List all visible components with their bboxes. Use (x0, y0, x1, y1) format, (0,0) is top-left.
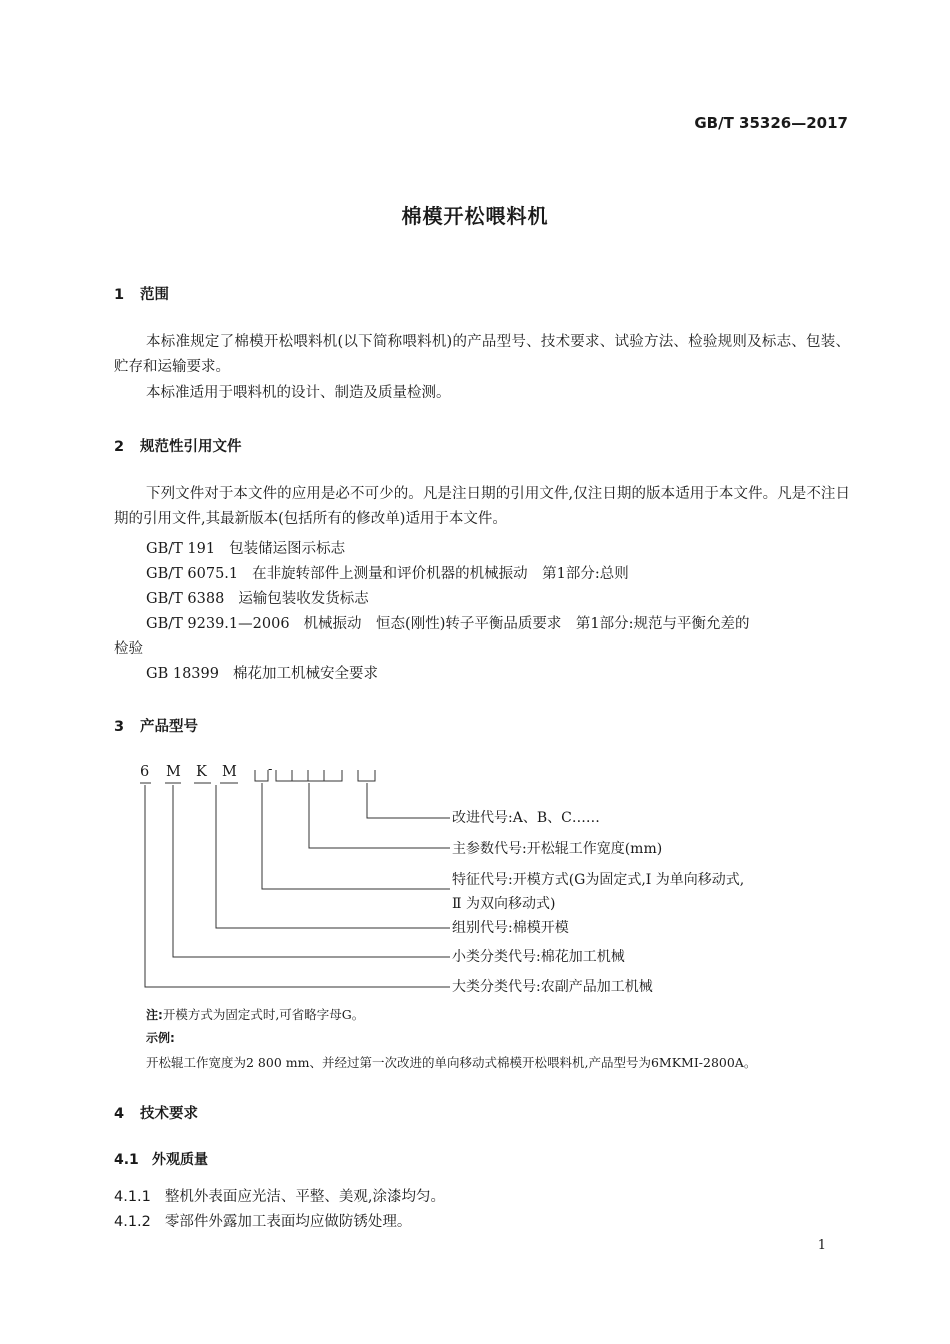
section-number: 1 (114, 287, 125, 303)
reference-name: 棉花加工机械安全要求 (232, 666, 378, 682)
section-number: 4 (114, 1106, 125, 1122)
clause-text: 整机外表面应光洁、平整、美观,涂漆均匀。 (164, 1189, 446, 1205)
reference-code: GB/T 9239.1—2006 (146, 616, 290, 632)
reference-code: GB 18399 (146, 666, 219, 682)
section-4-heading (114, 1102, 198, 1123)
section-4-1-heading (114, 1149, 208, 1169)
reference-name: 机械振动 恒态(刚性)转子平衡品质要求 第1部分:规范与平衡允差的 (303, 616, 750, 632)
section-1-paragraph-2: 本标准适用于喂料机的设计、制造及质量检测。 (146, 385, 451, 401)
clause-item (114, 1185, 445, 1206)
leader-line-group (216, 785, 450, 928)
model-char-m: M (166, 764, 181, 780)
example-label: 示例: (146, 1031, 175, 1045)
placeholder-box (324, 770, 342, 781)
section-title: 技术要求 (140, 1106, 198, 1122)
placeholder-box (308, 770, 324, 781)
model-char-k: K (196, 764, 207, 780)
section-1-paragraph-1: 本标准规定了棉模开松喂料机(以下简称喂料机)的产品型号、技术要求、试验方法、检验规则及标志、包装、贮存和运输要求。 (114, 334, 850, 375)
example-text: 开松辊工作宽度为2 800 mm、并经过第一次改进的单向移动式棉模开松喂料机,产品型号为6MKMⅠ-2800A。 (146, 1055, 757, 1070)
model-char-6: 6 (140, 764, 150, 780)
label-main-parameter-code: 主参数代号:开松辊工作宽度(mm) (452, 841, 663, 857)
section-title: 规范性引用文件 (140, 439, 242, 455)
placeholder-box (358, 770, 375, 781)
reference-code: GB/T 191 (146, 541, 216, 557)
reference-name: 在非旋转部件上测量和评价机器的机械振动 第1部分:总则 (252, 566, 629, 582)
leader-line-subclass (173, 785, 450, 957)
clause-number: 4.1.2 (114, 1214, 151, 1230)
page-number: 1 (817, 1238, 826, 1253)
section-title: 范围 (140, 287, 169, 303)
leader-line-main-param (309, 783, 450, 848)
placeholder-box (276, 770, 292, 781)
label-class-code: 大类分类代号:农副产品加工机械 (452, 979, 653, 995)
section-number: 3 (114, 719, 125, 735)
reference-continuation: 检验 (114, 641, 143, 657)
note (146, 1005, 364, 1023)
label-improvement-code: 改进代号:A、B、C…… (452, 810, 600, 826)
subsection-number: 4.1 (114, 1152, 139, 1168)
section-title: 产品型号 (140, 719, 198, 735)
section-number: 2 (114, 439, 125, 455)
subsection-title: 外观质量 (152, 1152, 208, 1168)
label-group-code: 组别代号:棉模开模 (452, 920, 569, 936)
placeholder-box (292, 770, 308, 781)
reference-code: GB/T 6075.1 (146, 566, 239, 582)
note-label: 注: (146, 1008, 163, 1022)
label-feature-code: 特征代号:开模方式(G为固定式,Ⅰ 为单向移动式, (452, 872, 745, 888)
clause-item (114, 1210, 411, 1231)
reference-name: 包装储运图示标志 (229, 541, 346, 557)
section-2-intro: 下列文件对于本文件的应用是必不可少的。凡是注日期的引用文件,仅注日期的版本适用于本文件。凡是不注日期的引用文件,其最新版本(包括所有的修改单)适用于本文件。 (114, 486, 850, 527)
model-char-m2: M (222, 764, 237, 780)
clause-text: 零部件外露加工表面均应做防锈处理。 (164, 1214, 412, 1230)
clause-number: 4.1.1 (114, 1189, 151, 1205)
document-title: 棉模开松喂料机 (401, 204, 549, 228)
standard-number: GB/T 35326—2017 (694, 114, 848, 132)
reference-name: 运输包装收发货标志 (238, 591, 369, 607)
leader-line-feature (262, 783, 450, 889)
reference-code: GB/T 6388 (146, 591, 225, 607)
leader-line-improvement (367, 783, 450, 818)
note-text: 开模方式为固定式时,可省略字母G。 (162, 1007, 365, 1022)
placeholder-box (255, 770, 268, 781)
model-dash: - (268, 762, 273, 777)
label-subclass-code: 小类分类代号:棉花加工机械 (452, 949, 625, 965)
label-feature-code-cont: Ⅱ 为双向移动式) (452, 896, 556, 912)
